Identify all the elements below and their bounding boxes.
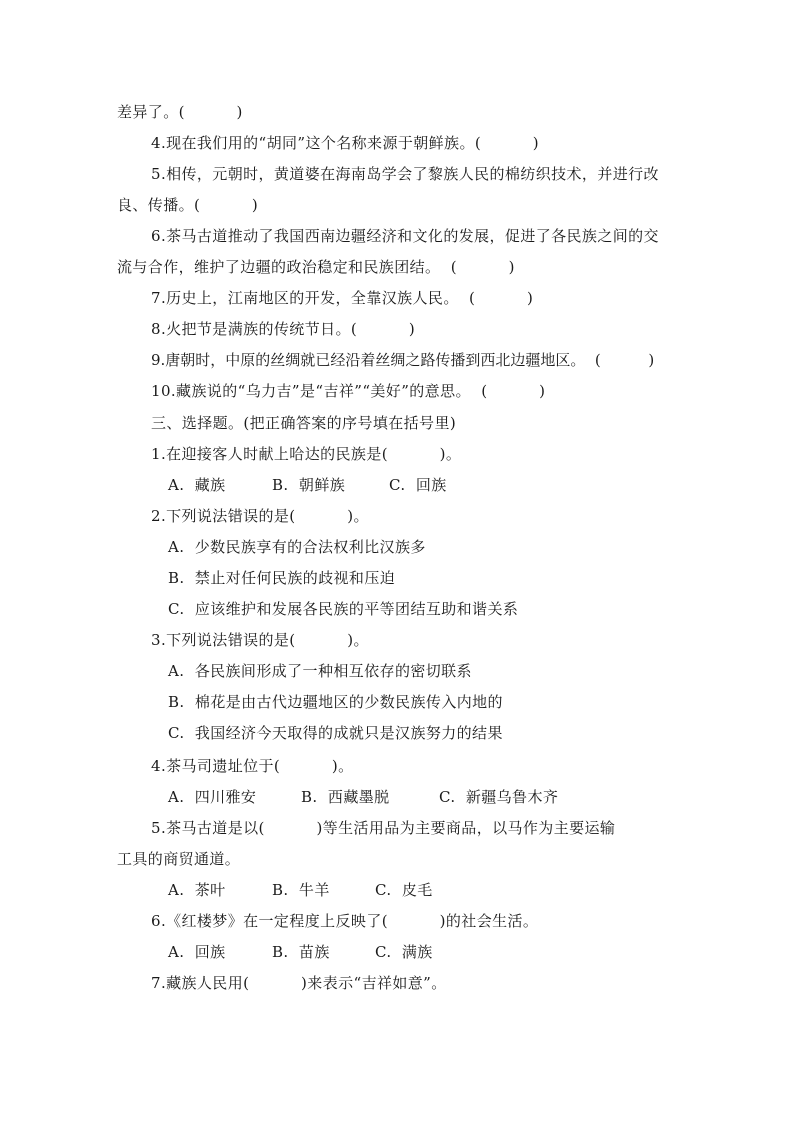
tf-question-6-continuation: 流与合作，维护了边疆的政治稳定和民族团结。 ( ) bbox=[117, 258, 515, 276]
tf-question-5: 5.相传，元朝时，黄道婆在海南岛学会了黎族人民的棉纺织技术，并进行改 bbox=[151, 165, 659, 183]
mc-q5-option-a: A. 茶叶 bbox=[168, 881, 226, 899]
mc-q1-option-b: B. 朝鲜族 bbox=[272, 476, 346, 494]
mc-question-2: 2.下列说法错误的是( )。 bbox=[151, 507, 369, 525]
mc-q6-option-c: C. 满族 bbox=[375, 943, 433, 961]
mc-question-7: 7.藏族人民用( )来表示“吉祥如意”。 bbox=[151, 974, 447, 992]
mc-q4-option-b: B. 西藏墨脱 bbox=[301, 788, 390, 806]
tf-question-10: 10.藏族说的“乌力吉”是“吉祥”“美好”的意思。 ( ) bbox=[151, 382, 546, 400]
tf-question-8: 8.火把节是满族的传统节日。( ) bbox=[151, 320, 416, 338]
mc-q1-option-c: C. 回族 bbox=[389, 476, 447, 494]
tf-question-5-continuation: 良、传播。( ) bbox=[117, 196, 259, 214]
mc-q2-option-c: C. 应该维护和发展各民族的平等团结互助和谐关系 bbox=[168, 600, 519, 618]
mc-q3-option-b: B. 棉花是由古代边疆地区的少数民族传入内地的 bbox=[168, 693, 503, 711]
tf-question-4: 4.现在我们用的“胡同”这个名称来源于朝鲜族。( ) bbox=[151, 134, 540, 152]
mc-question-5: 5.茶马古道是以( )等生活用品为主要商品，以马作为主要运输 bbox=[151, 819, 616, 837]
mc-question-4: 4.茶马司遗址位于( )。 bbox=[151, 757, 354, 775]
tf-question-7: 7.历史上，江南地区的开发，全靠汉族人民。 ( ) bbox=[151, 289, 534, 307]
mc-q6-option-a: A. 回族 bbox=[168, 943, 226, 961]
mc-q1-option-a: A. 藏族 bbox=[168, 476, 226, 494]
mc-question-5-continuation: 工具的商贸通道。 bbox=[117, 850, 241, 868]
tf-question-6: 6.茶马古道推动了我国西南边疆经济和文化的发展，促进了各民族之间的交 bbox=[151, 227, 659, 245]
mc-q4-option-a: A. 四川雅安 bbox=[168, 788, 257, 806]
mc-q5-option-b: B. 牛羊 bbox=[272, 881, 330, 899]
mc-q5-option-c: C. 皮毛 bbox=[375, 881, 433, 899]
mc-q4-option-c: C. 新疆乌鲁木齐 bbox=[439, 788, 559, 806]
mc-q2-option-a: A. 少数民族享有的合法权利比汉族多 bbox=[168, 538, 426, 556]
tf-line-3-continuation: 差异了。( ) bbox=[117, 103, 243, 121]
tf-question-9: 9.唐朝时，中原的丝绸就已经沿着丝绸之路传播到西北边疆地区。 ( ) bbox=[151, 351, 655, 369]
mc-question-3: 3.下列说法错误的是( )。 bbox=[151, 631, 369, 649]
mc-q2-option-b: B. 禁止对任何民族的歧视和压迫 bbox=[168, 569, 396, 587]
mc-q3-option-a: A. 各民族间形成了一种相互依存的密切联系 bbox=[168, 662, 472, 680]
section-title-multiple-choice: 三、选择题。(把正确答案的序号填在括号里) bbox=[151, 414, 457, 432]
mc-q6-option-b: B. 苗族 bbox=[272, 943, 330, 961]
mc-q3-option-c: C. 我国经济今天取得的成就只是汉族努力的结果 bbox=[168, 724, 503, 742]
mc-question-1: 1.在迎接客人时献上哈达的民族是( )。 bbox=[151, 445, 462, 463]
mc-question-6: 6.《红楼梦》在一定程度上反映了( )的社会生活。 bbox=[151, 912, 539, 930]
